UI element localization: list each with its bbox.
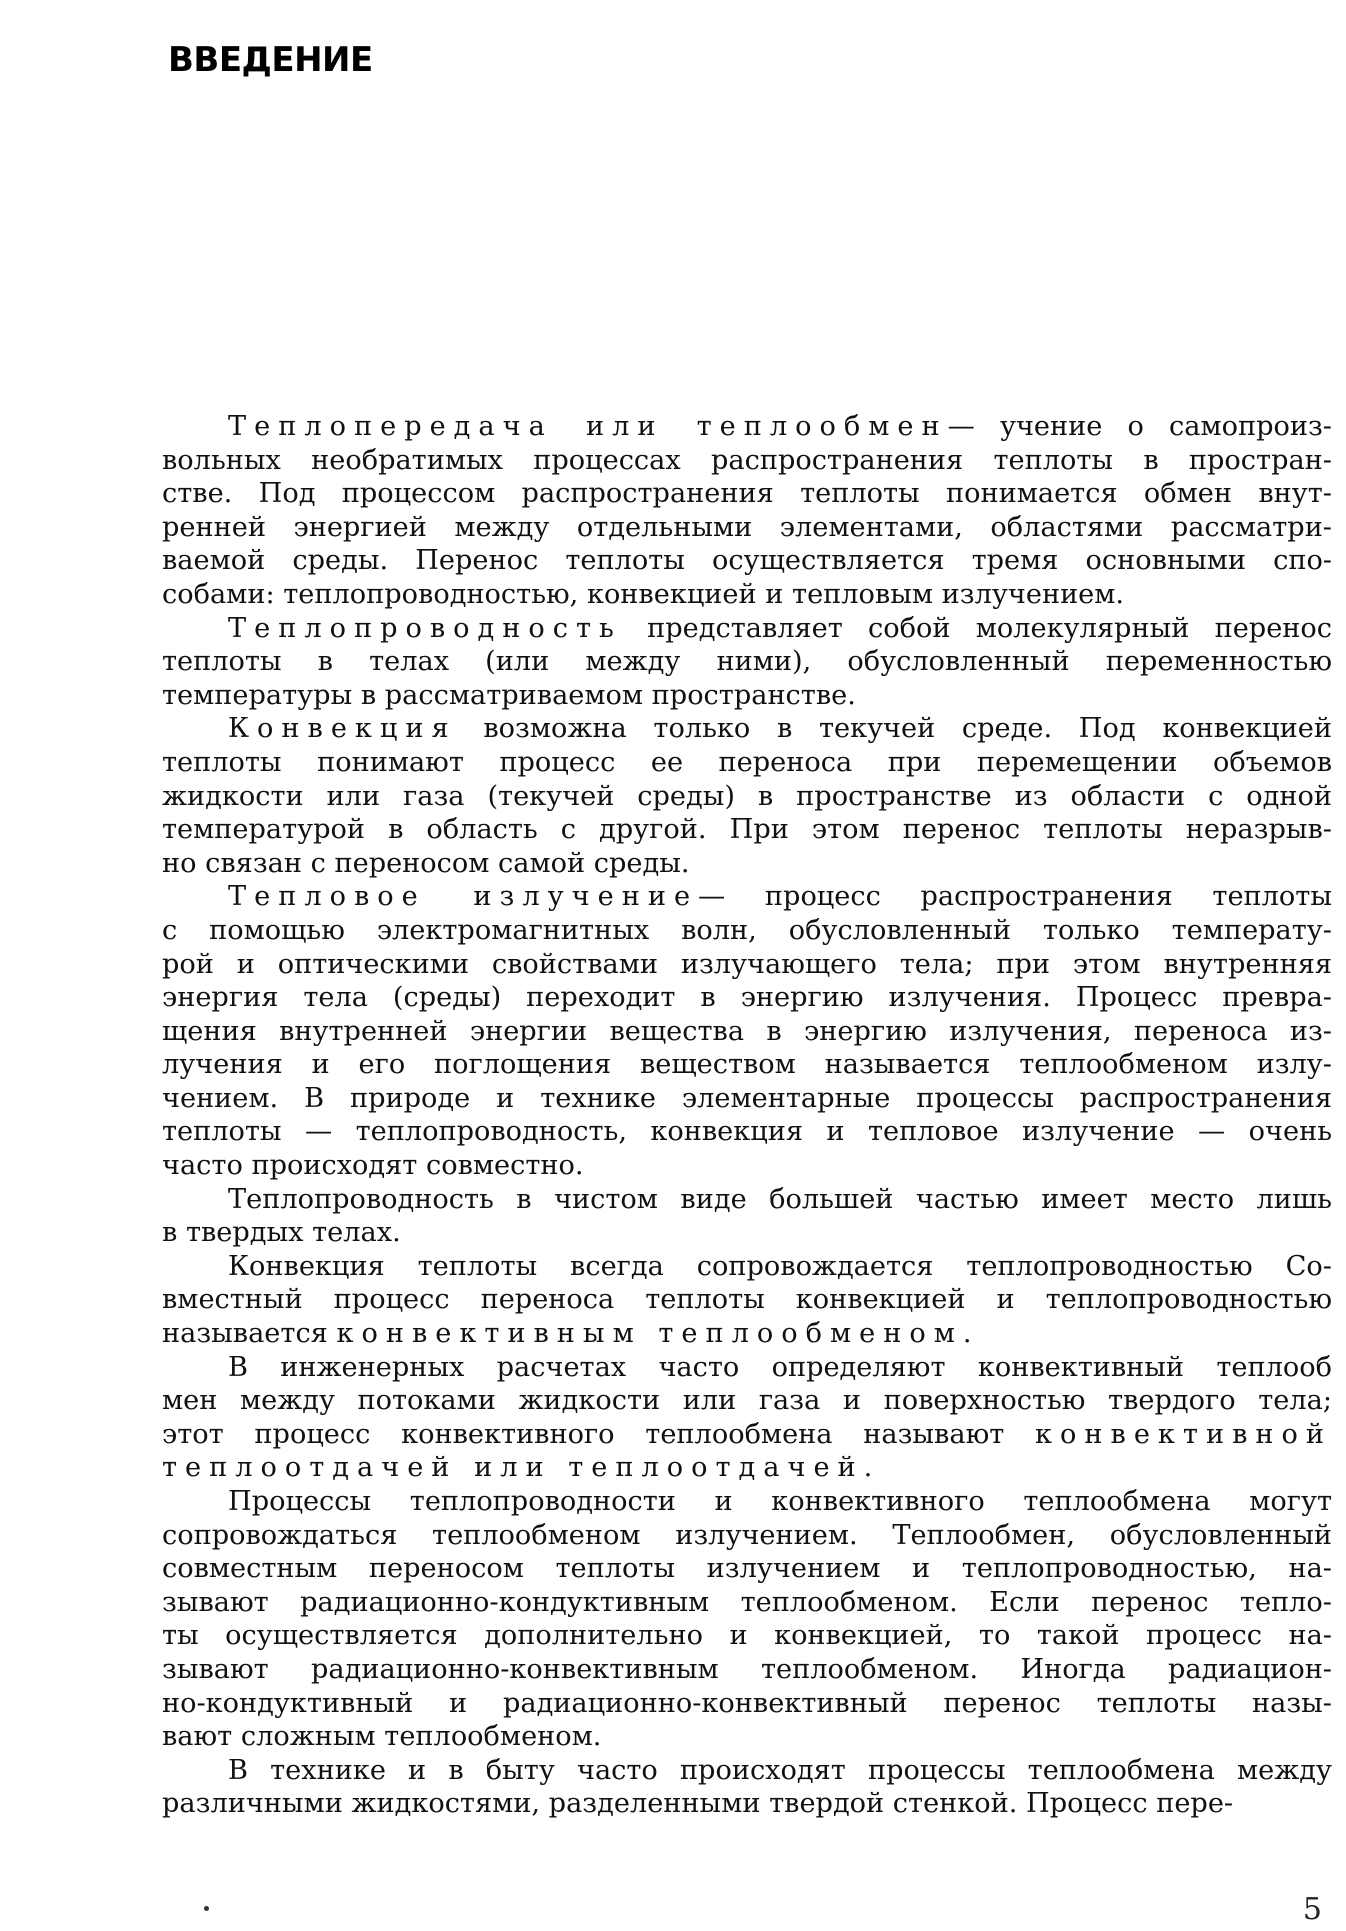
emphasized-term: конвективной: [1035, 1418, 1332, 1450]
text-segment: ренней энергией между отдельными элементами, областями рассматри-: [162, 511, 1332, 543]
text-segment: ваемой среды. Перенос теплоты осуществляется тремя основными спо-: [162, 545, 1332, 577]
text-segment: энергия тела (среды) переходит в энергию излучения. Процесс превра-: [162, 982, 1332, 1014]
text-line: [162, 1754, 1332, 1788]
text-segment: В инженерных расчетах часто определяют конвективный теплооб: [228, 1351, 1332, 1383]
text-segment: различными жидкостями, разделенными твердой стенкой. Процесс пере-: [162, 1788, 1234, 1820]
text-line: [162, 1687, 1332, 1721]
text-segment: жидкости или газа (текучей среды) в пространстве из области с одной: [162, 780, 1332, 812]
text-segment: зывают радиационно-кондуктивным теплообменом. Если перенос тепло-: [162, 1586, 1332, 1618]
text-line: [162, 1586, 1332, 1620]
text-segment: мен между потоками жидкости или газа и поверхностью твердого тела;: [162, 1385, 1332, 1417]
text-line: [162, 511, 1332, 545]
text-segment: .: [863, 1452, 873, 1484]
text-line: [162, 914, 1332, 948]
text-segment: рой и оптическими свойствами излучающего тела; при этом внутренняя: [162, 948, 1332, 980]
body-text: [162, 410, 1332, 1821]
text-line: [162, 679, 1332, 713]
paragraph: [162, 1250, 1332, 1351]
text-line: [162, 578, 1332, 612]
text-segment: вольных необратимых процессах распространения теплоты в простран-: [162, 444, 1332, 476]
paragraph: [162, 1351, 1332, 1485]
text-segment: лучения и его поглощения веществом называется теплообменом излу-: [162, 1049, 1332, 1081]
text-line: [162, 1149, 1332, 1183]
text-segment: теплоты понимают процесс ее переноса при перемещении объемов: [162, 746, 1332, 778]
text-segment: теплоты в телах (или между ними), обусловленный переменностью: [162, 646, 1332, 678]
text-line: [162, 1720, 1332, 1754]
text-line: [162, 410, 1332, 444]
text-segment: — учение о самопроиз-: [947, 411, 1332, 442]
text-segment: этот процесс конвективного теплообмена называют: [162, 1418, 1036, 1450]
emphasized-term: конвективным теплообменом: [336, 1318, 963, 1350]
text-line: [162, 1485, 1332, 1519]
text-segment: вместный процесс переноса теплоты конвекцией и теплопроводностью: [162, 1284, 1332, 1316]
text-segment: называется: [162, 1318, 337, 1350]
text-line: [162, 1183, 1332, 1217]
text-line: [162, 544, 1332, 578]
text-segment: сопровождаться теплообменом излучением. Теплообмен, обусловленный: [162, 1519, 1332, 1551]
text-segment: возможна только в текучей среде. Под конвекцией: [456, 713, 1332, 745]
text-segment: собами: теплопроводностью, конвекцией и тепловым излучением.: [162, 578, 1125, 610]
text-line: [162, 477, 1332, 511]
emphasized-term: Теплопередача или теплообмен: [228, 411, 948, 442]
text-segment: .: [962, 1318, 972, 1350]
text-line: [162, 612, 1332, 646]
text-segment: температуры в рассматриваемом пространстве.: [162, 679, 856, 711]
text-segment: с помощью электромагнитных волн, обусловленный только температу-: [162, 914, 1332, 946]
text-line: [162, 880, 1332, 914]
text-line: [162, 1552, 1332, 1586]
text-line: [162, 813, 1332, 847]
text-line: [162, 1317, 1332, 1351]
text-line: [162, 1283, 1332, 1317]
text-line: [162, 981, 1332, 1015]
text-line: [162, 780, 1332, 814]
page-number: 5: [1302, 1892, 1322, 1927]
text-segment: — процесс распространения теплоты: [698, 881, 1332, 913]
text-segment: Процессы теплопроводности и конвективного теплообмена могут: [228, 1486, 1332, 1517]
text-line: [162, 1082, 1332, 1116]
paragraph: [162, 1183, 1332, 1250]
text-line: [162, 1384, 1332, 1418]
text-line: [162, 1351, 1332, 1385]
text-segment: в твердых телах.: [162, 1217, 401, 1249]
text-segment: Теплопроводность в чистом виде большей частью имеет место лишь: [228, 1183, 1332, 1215]
text-segment: зывают радиационно-конвективным теплообменом. Иногда радиацион-: [162, 1653, 1332, 1685]
text-line: [162, 444, 1332, 478]
text-line: [162, 1653, 1332, 1687]
text-line: [162, 1250, 1332, 1284]
paragraph: [162, 612, 1332, 713]
emphasized-term: Тепловое излучение: [228, 881, 699, 913]
text-line: [162, 1787, 1332, 1821]
text-line: [162, 1048, 1332, 1082]
text-line: [162, 1115, 1332, 1149]
paragraph: [162, 1485, 1332, 1754]
text-line: [162, 948, 1332, 982]
text-segment: щения внутренней энергии вещества в энергию излучения, переноса из-: [162, 1015, 1332, 1047]
text-segment: теплоты — теплопроводность, конвекция и тепловое излучение — очень: [162, 1116, 1332, 1148]
text-segment: ты осуществляется дополнительно и конвекцией, то такой процесс на-: [162, 1620, 1332, 1652]
paragraph: [162, 712, 1332, 880]
paragraph: [162, 880, 1332, 1182]
text-segment: представляет собой молекулярный перенос: [621, 612, 1332, 644]
page-title: ВВЕДЕНИЕ: [168, 40, 373, 80]
text-segment: совместным переносом теплоты излучением и теплопроводностью, на-: [162, 1553, 1332, 1585]
paragraph: [162, 1754, 1332, 1821]
text-line: [162, 847, 1332, 881]
text-line: [162, 746, 1332, 780]
text-segment: чением. В природе и технике элементарные процессы распространения: [162, 1082, 1332, 1114]
text-line: [162, 1451, 1332, 1485]
text-segment: но связан с переносом самой среды.: [162, 847, 690, 879]
text-line: [162, 1619, 1332, 1653]
paragraph: [162, 410, 1332, 612]
text-line: [162, 1015, 1332, 1049]
text-line: [162, 1216, 1332, 1250]
text-segment: Конвекция теплоты всегда сопровождается теплопроводностью Со-: [228, 1250, 1332, 1282]
emphasized-term: теплоотдачей или теплоотдачей: [162, 1452, 864, 1484]
text-segment: В технике и в быту часто происходят процессы теплообмена между: [228, 1754, 1332, 1786]
text-segment: но-кондуктивный и радиационно-конвективный перенос теплоты назы-: [162, 1687, 1332, 1719]
text-line: [162, 1418, 1332, 1452]
text-segment: температурой в область с другой. При этом перенос теплоты неразрыв-: [162, 814, 1332, 846]
emphasized-term: Конвекция: [228, 713, 457, 745]
text-segment: часто происходят совместно.: [162, 1150, 584, 1182]
text-line: [162, 1519, 1332, 1553]
text-line: [162, 712, 1332, 746]
text-line: [162, 645, 1332, 679]
emphasized-term: Теплопроводность: [228, 612, 622, 644]
scan-dot: [204, 1906, 209, 1911]
text-segment: стве. Под процессом распространения теплоты понимается обмен внут-: [162, 478, 1332, 510]
text-segment: вают сложным теплообменом.: [162, 1721, 602, 1753]
